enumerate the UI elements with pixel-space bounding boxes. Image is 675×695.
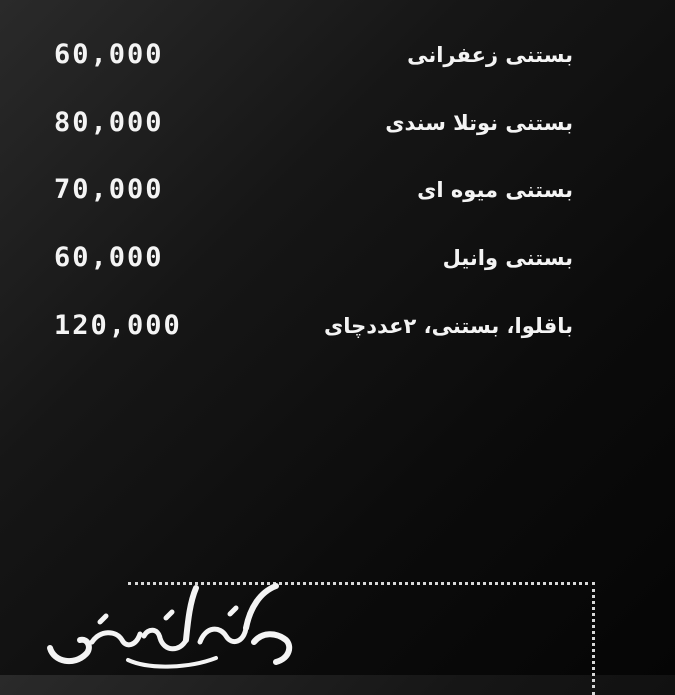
menu-item [0,103,675,143]
menu-item-name: بستنی نوتلا سندی [385,111,573,135]
menu-item-price: 70,000 [54,174,164,205]
menu-item [0,238,675,278]
menu-item-price: 80,000 [54,107,164,138]
cut-off-menu-item [0,0,675,4]
calligraphy-logo-icon [40,570,300,675]
menu-item [0,306,675,346]
menu-item-name: بستنی میوه ای [417,178,573,202]
menu-item [0,35,675,75]
menu-item [0,170,675,210]
menu-item-name: بستنی وانیل [442,246,573,270]
calligraphy-logo [40,570,300,675]
menu-item-name: بستنی زعفرانی [407,43,573,67]
menu-item-price: 120,000 [54,310,182,341]
menu-item-name: باقلوا، بستنی، ۲عددچای [323,314,573,338]
menu-item-price: 60,000 [54,242,164,273]
menu-item-price: 60,000 [54,39,164,70]
